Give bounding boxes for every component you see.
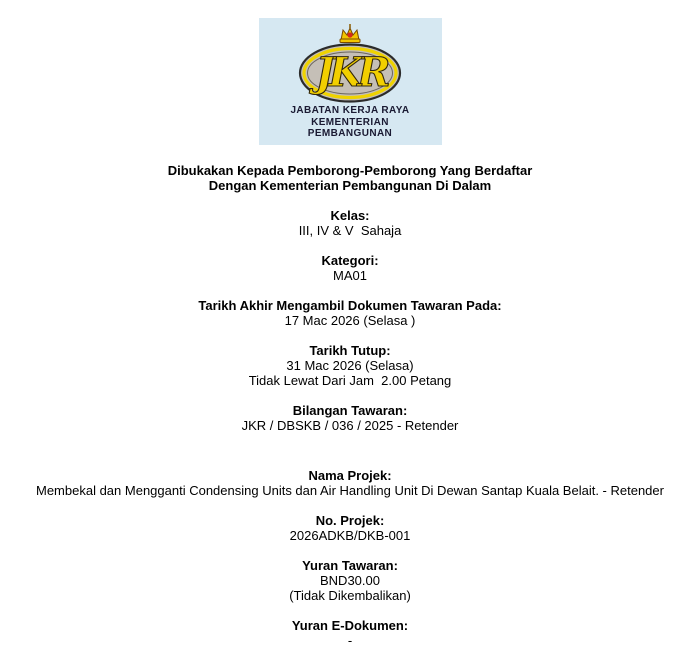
field-block: [0, 253, 700, 283]
intro-text: [0, 163, 700, 193]
jkr-logo-box: [259, 18, 442, 145]
field-label: Yuran Tawaran:: [302, 558, 398, 573]
tender-fields: [0, 208, 700, 648]
field-block: [0, 208, 700, 238]
field-label: Bilangan Tawaran:: [292, 403, 408, 418]
field-label: Kelas:: [330, 208, 370, 223]
org-name-line-1: JABATAN KERJA RAYA: [290, 105, 410, 116]
crown-icon: [340, 24, 360, 43]
jkr-emblem-icon: [289, 24, 411, 104]
field-value: BND30.00: [320, 573, 380, 588]
field-label: Yuran E-Dokumen:: [291, 618, 409, 633]
field-value: III, IV & V Sahaja: [298, 223, 402, 238]
jkr-monogram: JKR: [315, 49, 385, 96]
field-block: [0, 468, 700, 498]
org-name-line-3: PEMBANGUNAN: [307, 128, 393, 139]
org-name: [290, 105, 409, 140]
org-name-line-2: KEMENTERIAN: [311, 116, 389, 128]
field-value: -: [347, 633, 353, 648]
field-value: (Tidak Dikembalikan): [289, 588, 411, 603]
intro-line-2: Dengan Kementerian Pembangunan Di Dalam: [208, 178, 492, 193]
field-label: Nama Projek:: [308, 468, 392, 483]
field-label: No. Projek:: [315, 513, 385, 528]
field-block: [0, 513, 700, 543]
field-label: Tarikh Akhir Mengambil Dokumen Tawaran Pada:: [198, 298, 502, 313]
field-value: 2026ADKB/DKB-001: [289, 528, 411, 543]
field-value: 31 Mac 2026 (Selasa): [286, 358, 414, 373]
field-value: Tidak Lewat Dari Jam 2.00 Petang: [248, 373, 452, 388]
field-value: Membekal dan Mengganti Condensing Units dan Air Handling Unit Di Dewan Santap Kuala Belait. - Retender: [36, 483, 664, 498]
field-label: Tarikh Tutup:: [309, 343, 391, 358]
field-block: [0, 403, 700, 433]
field-value: JKR / DBSKB / 036 / 2025 - Retender: [241, 418, 459, 433]
field-block: [0, 618, 700, 648]
intro-line-1: Dibukakan Kepada Pemborong-Pemborong Yang Berdaftar: [167, 163, 533, 178]
field-block: [0, 558, 700, 603]
field-value: 17 Mac 2026 (Selasa ): [284, 313, 416, 328]
field-block: [0, 343, 700, 388]
field-block: [0, 298, 700, 328]
field-value: MA01: [333, 268, 367, 283]
field-label: Kategori:: [321, 253, 379, 268]
